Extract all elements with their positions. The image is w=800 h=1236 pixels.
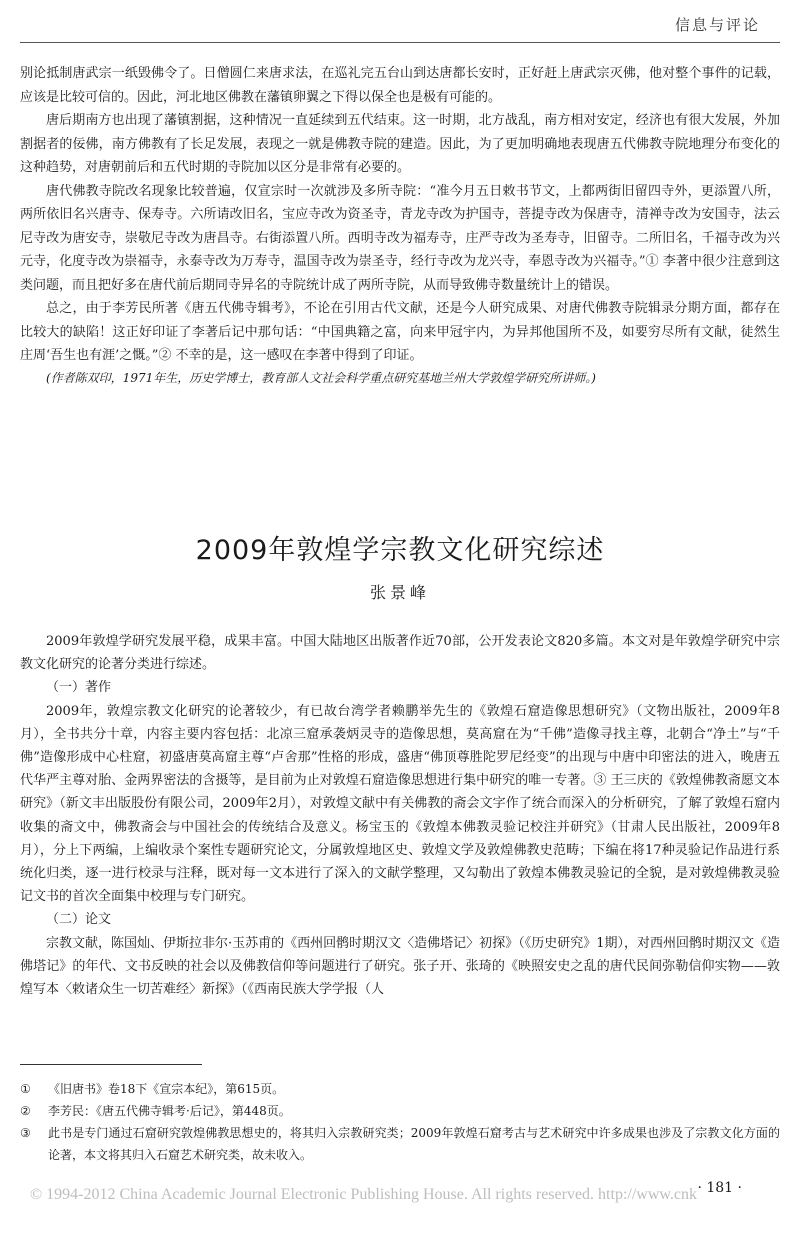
article-body — [20, 630, 780, 1001]
paragraph: 唐后期南方也出现了藩镇割据，这种情况一直延续到五代结束。这一时期，北方战乱，南方相对安定，经济也有很大发展，外加割据者的佞佛，南方佛教有了长足发展，表现之一就是佛教寺院的建造。因此，为了更加明确地表现唐五代佛教寺院地理分布变化的这种趋势，对唐朝前后和五代时期的寺院加以区分是非常有必要的。 — [20, 113, 780, 175]
page-number: · 181 · — [697, 1180, 742, 1196]
header-rule — [20, 42, 780, 43]
copyright-watermark: © 1994-2012 China Academic Journal Electronic Publishing House. All rights reserved. http://www.cnk — [30, 1186, 698, 1203]
footnotes — [20, 1078, 780, 1166]
footnote-mark: ③ — [20, 1126, 31, 1140]
running-header: 信息与评论 — [674, 16, 760, 34]
footnote-text: 此书是专门通过石窟研究敦煌佛教思想史的，将其归入宗教研究类；2009年敦煌石窟考古与艺术研究中许多成果也涉及了宗教文化方面的论著，本文将其归入石窟艺术研究类，故未收入。 — [48, 1126, 780, 1162]
footnote-rule — [20, 1064, 202, 1065]
footnote — [20, 1078, 780, 1100]
footnote — [20, 1100, 780, 1122]
paragraph: 唐代佛教寺院改名现象比较普遍，仅宣宗时一次就涉及多所寺院：“准今月五日敕书节文，上都两街旧留四寺外，更添置八所，两所依旧名兴唐寺、保寿寺。六所请改旧名，宝应寺改为资圣寺，青龙寺改为护国寺，菩提寺改为保唐寺，清禅寺改为安国寺，法云尼寺改为唐安寺，崇敬尼寺改为唐昌寺。右街添置八所。西明寺改为福寿寺，庄严寺改为圣寿寺，旧留寺。二所旧名，千福寺改为兴元寺，化度寺改为崇福寺，永泰寺改为万寿寺，温国寺改为崇圣寺，经行寺改为龙兴寺，奉恩寺改为兴福寺。”① 李著中很少注意到这类问题，而且把好多在唐代前后期同寺异名的寺院统计成了两所寺院，从而导致佛寺数量统计上的错误。 — [20, 183, 780, 293]
footnote-text: 李芳民：《唐五代佛寺辑考·后记》，第448页。 — [48, 1104, 291, 1118]
section-paragraph: 宗教文献，陈国灿、伊斯拉非尔·玉苏甫的《西州回鹘时期汉文〈造佛塔记〉初探》（《历史研究》1期），对西州回鹘时期汉文《造佛塔记》的年代、文书反映的社会以及佛教信仰等问题进行了研究。张子开、张琦的《映照安史之乱的唐代民间弥勒信仰实物——敦煌写本〈敕诸众生一切苦难经〉新探》（《西南民族大学学报（人 — [20, 935, 780, 998]
article-title: 2009年敦煌学宗教文化研究综述 — [195, 535, 605, 567]
section-heading: （二）论文 — [46, 912, 112, 928]
footnote — [20, 1122, 780, 1166]
paragraph: 总之，由于李芳民所著《唐五代佛寺辑考》，不论在引用古代文献，还是今人研究成果、对唐代佛教寺院辑录分期方面，都存在比较大的缺陷！这正好印证了李著后记中那句话：“中国典籍之富，向来甲冠宇内，为异邦他国所不及，如要穷尽所有文献，徒然生庄周‘吾生也有涯’之慨。”② 不幸的是，这一感叹在李著中得到了印证。 — [20, 301, 780, 363]
section-heading: （一）著作 — [46, 680, 112, 696]
previous-article-text — [20, 62, 780, 388]
footnote-mark: ② — [20, 1104, 31, 1118]
article-author: 张景峰 — [369, 583, 430, 602]
article-intro: 2009年敦煌学研究发展平稳，成果丰富。中国大陆地区出版著作近70部，公开发表论文820多篇。本文对是年敦煌学研究中宗教文化研究的论著分类进行综述。 — [20, 634, 780, 673]
section-paragraph: 2009年，敦煌宗教文化研究的论著较少，有已故台湾学者赖鹏举先生的《敦煌石窟造像思想研究》（文物出版社，2009年8月），全书共分十章，内容主要内容包括：北凉三窟承袭炳灵寺的造像思想，莫高窟在为“千佛”造像寻找主尊，北朝合“净土”与“千佛”造像形成中心柱窟，初盛唐莫高窟主尊“卢舍那”性格的形成，盛唐“佛顶尊胜陀罗尼经变”的出现与中唐中印密法的进入，晚唐五代华严主尊对胎、金两界密法的含摄等，是目前为止对敦煌石窟造像思想进行集中研究的唯一专著。③ 王三庆的《敦煌佛教斋愿文本研究》（新文丰出版股份有限公司，2009年2月），对敦煌文献中有关佛教的斋会文字作了统合而深入的分析研究，了解了敦煌石窟内收集的斋文中，佛教斋会与中国社会的传统结合及意义。杨宝玉的《敦煌本佛教灵验记校注并研究》（甘肃人民出版社，2009年8月），分上下两编，上编收录个案性专题研究论文，分属敦煌地区史、敦煌文学及敦煌佛教史范畴；下编在将17种灵验记作品进行系统化归类，逐一进行校录与注释，既对每一文本进行了深入的文献学整理，又勾勒出了敦煌本佛教灵验记的全貌，是对敦煌佛教灵验记文书的首次全面集中校理与专门研究。 — [20, 703, 780, 905]
footnote-mark: ① — [20, 1082, 31, 1096]
footnote-text: 《旧唐书》卷18下《宣宗本纪》，第615页。 — [48, 1082, 285, 1096]
paragraph: 别论抵制唐武宗一纸毁佛令了。日僧圆仁来唐求法，在巡礼完五台山到达唐都长安时，正好赶上唐武宗灭佛，他对整个事件的记载，应该是比较可信的。因此，河北地区佛教在藩镇卵翼之下得以保全也是极有可能的。 — [20, 66, 780, 105]
author-note: (作者陈双印，1971年生，历史学博士，教育部人文社会科学重点研究基地兰州大学敦煌学研究所讲师。) — [46, 370, 596, 385]
